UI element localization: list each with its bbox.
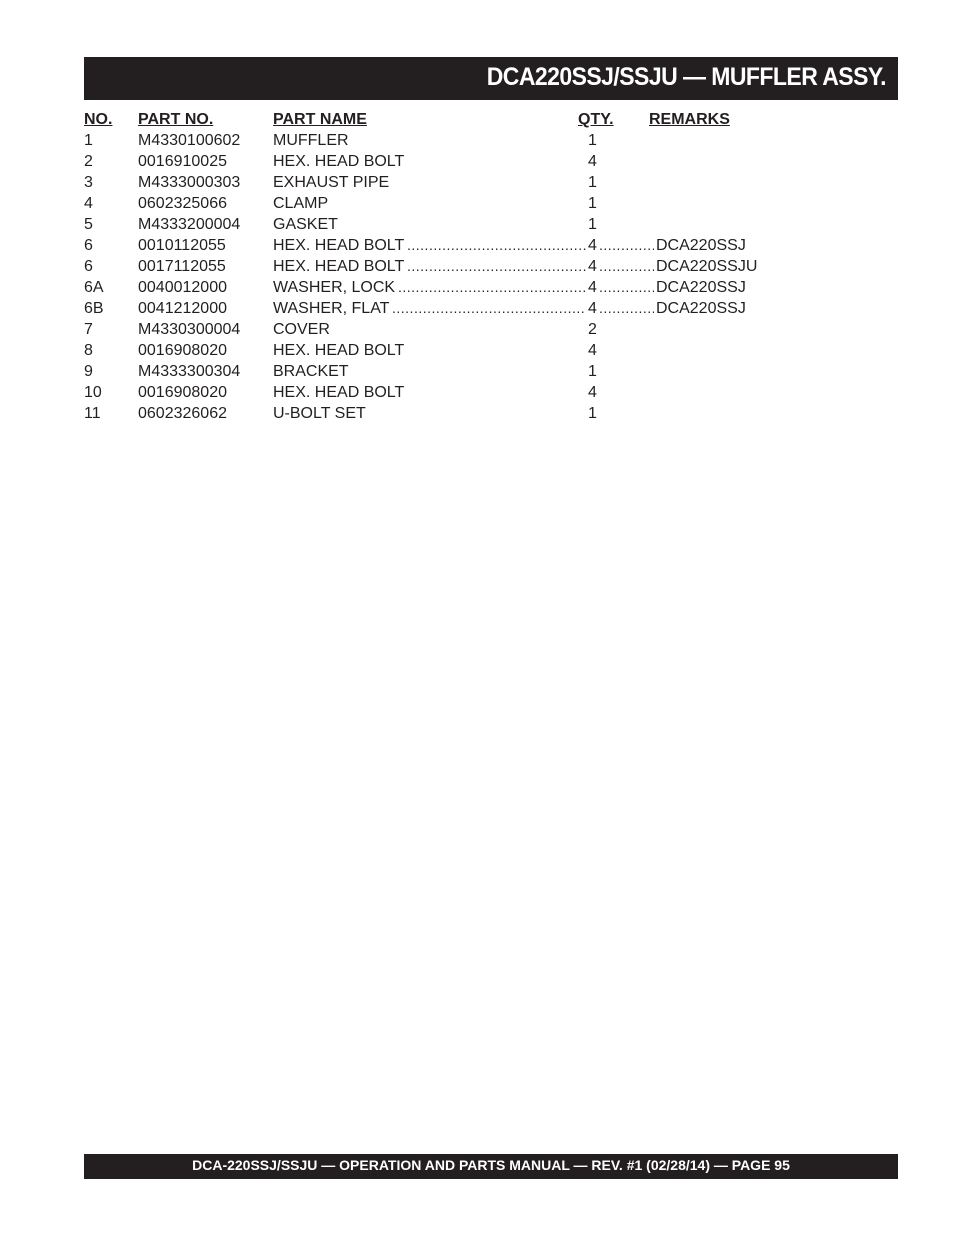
col-qty-header: QTY. — [578, 111, 614, 128]
item-no: 8 — [84, 342, 93, 359]
table-row — [0, 130, 954, 151]
page-title: DCA220SSJ/SSJU — MUFFLER ASSY. — [486, 63, 886, 91]
quantity: 4 — [588, 300, 597, 317]
part-name: EXHAUST PIPE — [273, 174, 390, 191]
remarks: DCA220SSJ — [656, 237, 746, 254]
remarks: DCA220SSJ — [656, 300, 746, 317]
part-name: COVER — [273, 321, 330, 338]
part-number: 0016908020 — [138, 384, 227, 401]
col-no-header: NO. — [84, 111, 113, 128]
title-bar — [84, 57, 898, 100]
part-number: 0016910025 — [138, 153, 227, 170]
part-number: M4330100602 — [138, 132, 241, 149]
item-no: 6A — [84, 279, 104, 296]
table-row — [0, 382, 954, 403]
item-no: 2 — [84, 153, 93, 170]
dot-leader — [599, 298, 654, 319]
part-number: 0016908020 — [138, 342, 227, 359]
quantity: 4 — [588, 237, 597, 254]
quantity: 1 — [588, 174, 597, 191]
item-no: 5 — [84, 216, 93, 233]
item-no: 9 — [84, 363, 93, 380]
part-number: 0017112055 — [138, 258, 226, 275]
part-number: M4333200004 — [138, 216, 241, 233]
quantity: 4 — [588, 279, 597, 296]
item-no: 3 — [84, 174, 93, 191]
part-name: HEX. HEAD BOLT — [273, 153, 405, 170]
part-name: BRACKET — [273, 363, 349, 380]
item-no: 6 — [84, 258, 93, 275]
item-no: 11 — [84, 405, 101, 422]
table-row — [0, 277, 954, 298]
part-name: HEX. HEAD BOLT — [273, 384, 405, 401]
item-no: 10 — [84, 384, 102, 401]
part-name: WASHER, LOCK — [273, 279, 396, 296]
dot-leader — [407, 235, 586, 256]
dot-leader — [599, 256, 654, 277]
item-no: 6 — [84, 237, 93, 254]
footer-text: DCA-220SSJ/SSJU — OPERATION AND PARTS MANUAL — REV. #1 (02/28/14) — PAGE 95 — [192, 1157, 790, 1173]
part-name: GASKET — [273, 216, 338, 233]
col-part-name-header: PART NAME — [273, 111, 367, 128]
part-name: HEX. HEAD BOLT — [273, 258, 405, 275]
col-part-no-header: PART NO. — [138, 111, 214, 128]
table-row — [0, 403, 954, 424]
quantity: 1 — [588, 363, 597, 380]
table-row — [0, 361, 954, 382]
part-name: MUFFLER — [273, 132, 349, 149]
part-name: U-BOLT SET — [273, 405, 366, 422]
quantity: 1 — [588, 405, 597, 422]
quantity: 4 — [588, 342, 597, 359]
col-remarks-header: REMARKS — [649, 111, 730, 128]
part-number: 0040012000 — [138, 279, 227, 296]
part-name: HEX. HEAD BOLT — [273, 342, 405, 359]
part-name: CLAMP — [273, 195, 329, 212]
table-row — [0, 235, 954, 256]
remarks: DCA220SSJU — [656, 258, 758, 275]
quantity: 2 — [588, 321, 597, 338]
table-row — [0, 340, 954, 361]
part-name: HEX. HEAD BOLT — [273, 237, 405, 254]
quantity: 4 — [588, 153, 597, 170]
footer-bar — [84, 1154, 898, 1179]
item-no: 6B — [84, 300, 104, 317]
quantity: 1 — [588, 195, 597, 212]
dot-leader — [392, 298, 586, 319]
remarks: DCA220SSJ — [656, 279, 746, 296]
part-number: M4330300004 — [138, 321, 241, 338]
part-number: 0041212000 — [138, 300, 227, 317]
item-no: 7 — [84, 321, 93, 338]
part-number: 0010112055 — [138, 237, 226, 254]
part-number: M4333000303 — [138, 174, 241, 191]
part-number: 0602326062 — [138, 405, 227, 422]
table-row — [0, 151, 954, 172]
quantity: 4 — [588, 384, 597, 401]
part-name: WASHER, FLAT — [273, 300, 390, 317]
dot-leader — [599, 235, 654, 256]
quantity: 1 — [588, 132, 597, 149]
table-row — [0, 319, 954, 340]
part-number: 0602325066 — [138, 195, 227, 212]
table-header — [0, 109, 954, 130]
dot-leader — [407, 256, 586, 277]
part-number: M4333300304 — [138, 363, 241, 380]
dot-leader — [599, 277, 654, 298]
table-row — [0, 172, 954, 193]
table-row — [0, 256, 954, 277]
table-row — [0, 214, 954, 235]
dot-leader — [398, 277, 586, 298]
quantity: 1 — [588, 216, 597, 233]
item-no: 4 — [84, 195, 93, 212]
item-no: 1 — [84, 132, 93, 149]
table-row — [0, 298, 954, 319]
quantity: 4 — [588, 258, 597, 275]
table-row — [0, 193, 954, 214]
